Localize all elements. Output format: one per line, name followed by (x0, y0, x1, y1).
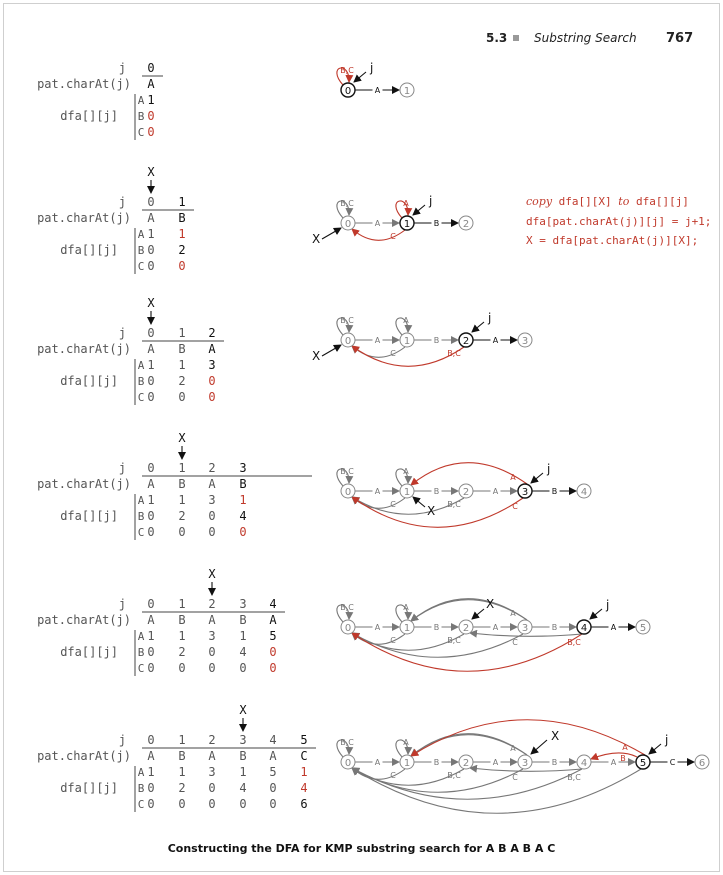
table-j-value: 0 (147, 326, 155, 340)
table-j-value: 1 (178, 597, 186, 611)
dfa-state-label: 4 (580, 487, 588, 498)
table-dfa-value: 3 (208, 765, 216, 779)
j-state-pointer-label: j (488, 311, 492, 325)
dfa-transition-label: C (390, 500, 396, 509)
table-dfa-value: 0 (147, 243, 155, 257)
table-char-label: B (137, 646, 145, 659)
j-state-pointer (413, 205, 425, 215)
table-dfa-value: 4 (239, 509, 247, 523)
x-state-pointer (413, 497, 425, 507)
table-j-value: 0 (147, 195, 155, 209)
dfa-state-label: 2 (462, 336, 470, 347)
dfa-transition-label: B,C (340, 316, 354, 325)
dfa-transition-label: C (669, 758, 676, 767)
dfa-transition-label: B (433, 758, 440, 767)
dfa-state-label: 4 (580, 623, 588, 634)
dfa-transition-label: A (374, 336, 381, 345)
table-j-value: 0 (147, 597, 155, 611)
code-copy-line (526, 195, 689, 208)
table-row-label-dfa: dfa[][j] (60, 781, 118, 795)
dfa-transition-label: A (374, 219, 381, 228)
section-number: 5.3 (486, 31, 508, 45)
dfa-state-label: 0 (344, 758, 352, 769)
code-copy-rhs: dfa[][j] (635, 195, 689, 208)
dfa-transition-label: C (390, 771, 396, 780)
table-dfa-value: 0 (147, 125, 155, 139)
dfa-transition-label: C (512, 773, 518, 782)
j-state-pointer-label: j (606, 598, 610, 612)
table-j-value: 4 (269, 597, 277, 611)
dfa-state-label: 1 (403, 623, 411, 634)
dfa-transition-label: B,C (340, 467, 354, 476)
table-j-value: 1 (178, 733, 186, 747)
dfa-back-transition (352, 633, 582, 671)
table-char-label: C (137, 662, 145, 675)
dfa-transition-label: A (610, 758, 617, 767)
j-state-pointer-label: j (665, 733, 669, 747)
x-state-pointer-label: X (486, 597, 495, 611)
dfa-transition-label: A (510, 473, 516, 482)
dfa-state-label: 1 (403, 487, 411, 498)
dfa-back-transition (352, 768, 405, 779)
dfa-state-label: 3 (521, 336, 529, 347)
table-row-label-dfa: dfa[][j] (60, 509, 118, 523)
table-dfa-value: 1 (147, 765, 155, 779)
dfa-transition-label: A (403, 467, 409, 476)
table-pattern-char: A (269, 613, 277, 627)
table-dfa-value: 0 (208, 661, 216, 675)
table-dfa-value: 1 (178, 493, 186, 507)
table-dfa-value: 3 (208, 629, 216, 643)
table-char-label: B (137, 244, 145, 257)
table-pattern-char: B (178, 749, 186, 763)
dfa-state-label: 2 (462, 623, 470, 634)
dfa-state-label: 2 (462, 758, 470, 769)
code-transition-line: dfa[pat.charAt(j)][j] = j+1; (526, 215, 712, 228)
dfa-transition-label: B (433, 623, 440, 632)
table-pattern-char: A (147, 477, 155, 491)
dfa-transition-label: A (492, 336, 499, 345)
dfa-transition-label: B (551, 623, 558, 632)
j-state-pointer-label: j (429, 194, 433, 208)
dfa-state-label: 2 (462, 487, 470, 498)
table-row-label-dfa: dfa[][j] (60, 374, 118, 388)
dfa-transition-label: A (610, 623, 617, 632)
table-dfa-value: 0 (269, 797, 277, 811)
dfa-transition-label: A (492, 758, 499, 767)
table-pattern-char: B (178, 613, 186, 627)
table-dfa-value: 1 (178, 358, 186, 372)
dfa-state-label: 0 (344, 86, 352, 97)
dfa-transition-label: B,C (447, 500, 461, 509)
table-pattern-char: B (178, 477, 186, 491)
table-char-label: C (137, 126, 145, 139)
dfa-state-label: 3 (521, 758, 529, 769)
dfa-transition-label: A (510, 744, 516, 753)
dfa-back-transition (352, 497, 523, 527)
table-j-value: 1 (178, 326, 186, 340)
table-row-label-j: j (118, 326, 126, 340)
table-j-value: 1 (178, 461, 186, 475)
table-dfa-value: 0 (239, 661, 247, 675)
table-dfa-value: 4 (239, 781, 247, 795)
table-pattern-char: A (147, 749, 155, 763)
section-title: Substring Search (534, 31, 637, 45)
dfa-transition-label: A (403, 199, 409, 208)
table-dfa-value: 0 (178, 525, 186, 539)
table-dfa-value: 0 (178, 259, 186, 273)
table-dfa-value: 0 (269, 781, 277, 795)
table-dfa-value: 0 (208, 525, 216, 539)
table-char-label: B (137, 782, 145, 795)
table-dfa-value: 0 (208, 781, 216, 795)
table-dfa-value: 0 (178, 390, 186, 404)
table-j-value: 0 (147, 61, 155, 75)
x-state-pointer (322, 345, 341, 356)
dfa-transition-label: A (403, 603, 409, 612)
table-dfa-value: 0 (147, 525, 155, 539)
table-char-label: B (137, 510, 145, 523)
x-state-pointer (472, 609, 484, 619)
dfa-transition-label: A (403, 738, 409, 747)
dfa-transition-label: B,C (340, 66, 354, 75)
x-pointer-label: X (178, 431, 186, 445)
table-dfa-value: 1 (239, 765, 247, 779)
page-number: 767 (666, 31, 694, 46)
table-dfa-value: 0 (147, 797, 155, 811)
dfa-transition-label: B,C (567, 773, 581, 782)
table-char-label: C (137, 798, 145, 811)
table-dfa-value: 0 (178, 797, 186, 811)
table-dfa-value: 1 (178, 765, 186, 779)
table-dfa-value: 0 (208, 374, 216, 388)
j-state-pointer-label: j (370, 61, 374, 75)
table-dfa-value: 0 (147, 645, 155, 659)
table-row-label-pat: pat.charAt(j) (37, 749, 131, 763)
table-dfa-value: 5 (269, 765, 277, 779)
dfa-state-label: 1 (403, 219, 411, 230)
table-char-label: A (137, 494, 145, 507)
table-char-label: B (137, 110, 145, 123)
table-char-label: C (137, 526, 145, 539)
j-state-pointer-label: j (547, 462, 551, 476)
table-dfa-value: 1 (147, 227, 155, 241)
table-pattern-char: A (147, 613, 155, 627)
x-state-pointer-label: X (551, 729, 560, 743)
j-state-pointer (472, 322, 484, 332)
table-dfa-value: 1 (147, 358, 155, 372)
table-j-value: 2 (208, 461, 216, 475)
x-pointer-label: X (147, 165, 155, 179)
table-row-label-j: j (118, 195, 126, 209)
table-pattern-char: B (239, 477, 247, 491)
dfa-state-label: 0 (344, 219, 352, 230)
table-char-label: C (137, 391, 145, 404)
dfa-transition-label: B (433, 219, 440, 228)
code-copy-lhs: dfa[][X] (558, 195, 612, 208)
dfa-transition-label: B (433, 336, 440, 345)
table-j-value: 0 (147, 461, 155, 475)
code-restart-line: X = dfa[pat.charAt(j)][X]; (526, 234, 699, 247)
dfa-back-transition (352, 633, 523, 657)
table-pattern-char: B (239, 749, 247, 763)
dfa-transition-label: B,C (567, 638, 581, 647)
table-dfa-value: 0 (208, 645, 216, 659)
dfa-transition-label: B (551, 758, 558, 767)
table-char-label: A (137, 630, 145, 643)
table-dfa-value: 1 (239, 629, 247, 643)
dfa-state-label: 3 (521, 623, 529, 634)
table-dfa-value: 0 (208, 797, 216, 811)
dfa-state-label: 1 (403, 86, 411, 97)
table-pattern-char: B (178, 211, 186, 225)
dfa-state-label: 5 (639, 758, 647, 769)
table-dfa-value: 0 (147, 781, 155, 795)
j-state-pointer (354, 72, 366, 82)
dfa-transition-label: C (512, 638, 518, 647)
table-dfa-value: 3 (208, 358, 216, 372)
table-dfa-value: 0 (147, 509, 155, 523)
table-row-label-pat: pat.charAt(j) (37, 77, 131, 91)
dfa-transition-label: B,C (340, 738, 354, 747)
table-j-value: 4 (269, 733, 277, 747)
table-row-label-pat: pat.charAt(j) (37, 211, 131, 225)
dfa-state-label: 0 (344, 336, 352, 347)
table-dfa-value: 0 (147, 109, 155, 123)
table-row-label-pat: pat.charAt(j) (37, 342, 131, 356)
table-pattern-char: A (208, 477, 216, 491)
table-pattern-char: C (300, 749, 308, 763)
table-pattern-char: A (147, 77, 155, 91)
table-j-value: 5 (300, 733, 308, 747)
table-row-label-dfa: dfa[][j] (60, 109, 118, 123)
table-dfa-value: 0 (147, 390, 155, 404)
table-dfa-value: 5 (269, 629, 277, 643)
code-to-word: to (618, 195, 630, 208)
table-char-label: C (137, 260, 145, 273)
table-char-label: A (137, 94, 145, 107)
j-state-pointer (531, 473, 543, 483)
dfa-transition-label: C (512, 502, 518, 511)
x-state-pointer-label: X (312, 232, 321, 246)
table-char-label: A (137, 359, 145, 372)
table-pattern-char: B (239, 613, 247, 627)
code-copy-word: copy (526, 195, 553, 208)
dfa-transition-label: B,C (447, 636, 461, 645)
table-row-label-pat: pat.charAt(j) (37, 613, 131, 627)
table-dfa-value: 2 (178, 645, 186, 659)
table-dfa-value: 0 (208, 390, 216, 404)
table-dfa-value: 0 (208, 509, 216, 523)
table-row-label-j: j (118, 61, 126, 75)
table-pattern-char: A (208, 342, 216, 356)
dfa-state-label: 6 (698, 758, 706, 769)
x-pointer-label: X (239, 703, 247, 717)
table-char-label: A (137, 228, 145, 241)
dfa-transition-label: A (403, 316, 409, 325)
table-dfa-value: 1 (147, 93, 155, 107)
table-dfa-value: 0 (239, 525, 247, 539)
dfa-back-transition (352, 229, 405, 240)
j-state-pointer (590, 609, 602, 619)
dfa-transition-label: B (433, 487, 440, 496)
table-dfa-value: 1 (147, 629, 155, 643)
table-pattern-char: A (208, 749, 216, 763)
table-dfa-value: 0 (147, 661, 155, 675)
table-pattern-char: A (269, 749, 277, 763)
table-dfa-value: 0 (147, 374, 155, 388)
dfa-state-label: 2 (462, 219, 470, 230)
table-row-label-dfa: dfa[][j] (60, 243, 118, 257)
dfa-transition-label: C (390, 232, 396, 241)
table-dfa-value: 0 (239, 797, 247, 811)
table-j-value: 3 (239, 597, 247, 611)
table-dfa-value: 1 (147, 493, 155, 507)
dfa-transition-label: B (620, 754, 626, 763)
table-dfa-value: 0 (178, 661, 186, 675)
dfa-state-label: 0 (344, 487, 352, 498)
table-dfa-value: 4 (300, 781, 308, 795)
table-row-label-dfa: dfa[][j] (60, 645, 118, 659)
x-pointer-label: X (208, 567, 216, 581)
table-pattern-char: A (147, 342, 155, 356)
table-row-label-j: j (118, 733, 126, 747)
table-j-value: 1 (178, 195, 186, 209)
table-dfa-value: 2 (178, 243, 186, 257)
dfa-transition-label: A (374, 758, 381, 767)
dfa-transition-label: A (492, 623, 499, 632)
table-j-value: 2 (208, 597, 216, 611)
table-dfa-value: 6 (300, 797, 308, 811)
table-j-value: 0 (147, 733, 155, 747)
dfa-transition-label: A (374, 487, 381, 496)
dfa-transition-label: B,C (447, 349, 461, 358)
dfa-transition-label: B,C (340, 603, 354, 612)
table-pattern-char: B (178, 342, 186, 356)
dfa-state-label: 3 (521, 487, 529, 498)
table-j-value: 2 (208, 326, 216, 340)
x-state-pointer-label: X (427, 504, 436, 518)
dfa-transition-label: B (551, 487, 558, 496)
table-j-value: 3 (239, 733, 247, 747)
table-dfa-value: 3 (208, 493, 216, 507)
x-state-pointer-label: X (312, 349, 321, 363)
table-dfa-value: 0 (147, 259, 155, 273)
table-pattern-char: A (208, 613, 216, 627)
table-dfa-value: 0 (269, 661, 277, 675)
table-dfa-value: 1 (239, 493, 247, 507)
table-j-value: 2 (208, 733, 216, 747)
dfa-state-label: 4 (580, 758, 588, 769)
table-dfa-value: 4 (239, 645, 247, 659)
table-row-label-j: j (118, 597, 126, 611)
table-dfa-value: 2 (178, 781, 186, 795)
table-row-label-pat: pat.charAt(j) (37, 477, 131, 491)
dfa-transition-label: A (492, 487, 499, 496)
table-char-label: A (137, 766, 145, 779)
dfa-transition-label: B,C (447, 771, 461, 780)
dfa-transition-label: A (622, 743, 628, 752)
dfa-state-label: 0 (344, 623, 352, 634)
table-dfa-value: 2 (178, 374, 186, 388)
dfa-transition-label: B,C (340, 199, 354, 208)
x-pointer-label: X (147, 296, 155, 310)
table-dfa-value: 1 (300, 765, 308, 779)
dfa-transition-label: A (374, 623, 381, 632)
table-j-value: 3 (239, 461, 247, 475)
table-pattern-char: A (147, 211, 155, 225)
table-dfa-value: 0 (269, 645, 277, 659)
table-char-label: B (137, 375, 145, 388)
dfa-state-label: 1 (403, 336, 411, 347)
dfa-transition-label: C (390, 349, 396, 358)
x-state-pointer (322, 228, 341, 239)
dfa-back-transition (411, 720, 645, 756)
dfa-transition-label: A (510, 609, 516, 618)
figure-caption: Constructing the DFA for KMP substring search for A B A B A C (167, 842, 556, 855)
table-dfa-value: 2 (178, 509, 186, 523)
x-state-pointer (531, 740, 547, 754)
dfa-transition-label: C (390, 636, 396, 645)
j-state-pointer (649, 744, 661, 754)
dfa-back-transition (352, 768, 582, 799)
dfa-state-label: 1 (403, 758, 411, 769)
table-dfa-value: 1 (178, 629, 186, 643)
table-dfa-value: 1 (178, 227, 186, 241)
table-row-label-j: j (118, 461, 126, 475)
dfa-state-label: 5 (639, 623, 647, 634)
dfa-transition-label: A (374, 86, 381, 95)
